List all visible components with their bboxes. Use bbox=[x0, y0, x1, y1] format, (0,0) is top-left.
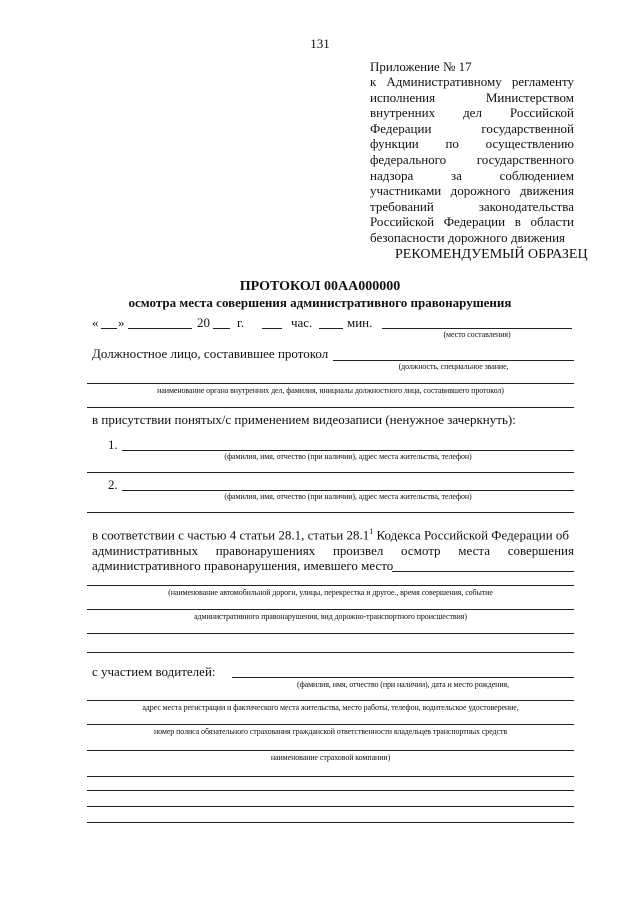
inspection-line-1-end: Кодекса Российской Федерации об bbox=[373, 527, 570, 543]
witness-2-extra-field[interactable] bbox=[87, 512, 574, 513]
drivers-caption-3: номер полиса обязательного страхования гражданской ответственности владельцев транспортных средств bbox=[153, 727, 508, 736]
drivers-extra-field-4[interactable] bbox=[87, 822, 574, 823]
drivers-caption-1: (фамилия, имя, отчество (при наличии), дата и место рождения, bbox=[297, 680, 509, 689]
appendix-line bbox=[370, 152, 574, 168]
appendix-word: участниками bbox=[370, 183, 442, 199]
appendix-word: осуществлению bbox=[485, 136, 574, 152]
inspection-caption-1: (наименование автомобильной дороги, улицы, перекрестка и другое., время совершения, событие bbox=[168, 588, 493, 597]
official-position-field[interactable] bbox=[333, 360, 574, 361]
drivers-label: с участием водителей: bbox=[92, 664, 216, 679]
event-details-field-1[interactable] bbox=[87, 585, 574, 586]
appendix-word: к bbox=[370, 74, 377, 89]
drivers-company-field[interactable] bbox=[87, 750, 574, 751]
protocol-subtitle: осмотра места совершения административного правонарушения bbox=[128, 295, 512, 310]
appendix-word: безопасности дорожного движения bbox=[370, 230, 566, 245]
witness-2-field[interactable] bbox=[122, 490, 574, 491]
appendix-word: государственной bbox=[481, 120, 574, 136]
drivers-caption-4: наименование страховой компании) bbox=[270, 753, 391, 762]
appendix-line bbox=[370, 199, 574, 215]
sample-label: РЕКОМЕНДУЕМЫЙ ОБРАЗЕЦ bbox=[395, 247, 588, 262]
witness-1-extra-field[interactable] bbox=[87, 472, 574, 473]
year-suffix: г. bbox=[237, 315, 245, 330]
inspection-word: места bbox=[458, 543, 490, 558]
appendix-word: области bbox=[530, 214, 574, 230]
inspection-line-2 bbox=[92, 543, 574, 559]
appendix-word: требований bbox=[370, 198, 434, 214]
minutes-field[interactable] bbox=[319, 328, 343, 329]
quote-close: » bbox=[118, 315, 125, 330]
appendix-word: по bbox=[445, 136, 459, 152]
appendix-line bbox=[370, 121, 574, 137]
inspection-line-3: административного правонарушения, имевшего место bbox=[92, 558, 394, 573]
month-field[interactable] bbox=[128, 328, 192, 329]
official-details-field[interactable] bbox=[87, 383, 574, 384]
appendix-word: Административному bbox=[386, 74, 502, 89]
event-details-field-3[interactable] bbox=[87, 633, 574, 634]
witness-2-number: 2. bbox=[108, 477, 118, 492]
appendix-line bbox=[370, 90, 574, 106]
inspection-word: произвел bbox=[332, 543, 384, 558]
appendix-word: федерального bbox=[370, 152, 447, 167]
event-details-field-4[interactable] bbox=[87, 652, 574, 653]
appendix-word: исполнения bbox=[370, 89, 436, 105]
day-field[interactable] bbox=[101, 328, 117, 329]
drivers-insurance-field[interactable] bbox=[87, 724, 574, 725]
drivers-extra-field-3[interactable] bbox=[87, 806, 574, 807]
place-of-event-field[interactable] bbox=[392, 571, 574, 572]
witness-2-caption: (фамилия, имя, отчество (при наличии), адрес места жительства, телефон) bbox=[224, 492, 472, 501]
drivers-address-field[interactable] bbox=[87, 700, 574, 701]
appendix-word: соблюдением bbox=[499, 167, 574, 183]
appendix-word: государственного bbox=[476, 152, 574, 167]
appendix-word: за bbox=[451, 167, 462, 183]
appendix-word: движения bbox=[519, 183, 574, 199]
inspection-word: осмотр bbox=[401, 543, 441, 558]
inspection-word: правонарушениях bbox=[215, 543, 316, 558]
appendix-title: Приложение № 17 bbox=[370, 59, 472, 74]
witness-1-number: 1. bbox=[108, 437, 118, 452]
page-number: 131 bbox=[310, 36, 330, 51]
hours-field[interactable] bbox=[262, 328, 282, 329]
minutes-label: мин. bbox=[347, 315, 373, 330]
official-caption-2: наименование органа внутренних дел, фамилия, инициалы должностного лица, составившего протокол) bbox=[157, 386, 504, 395]
quote-open: « bbox=[92, 315, 99, 330]
inspection-word: административных bbox=[92, 543, 198, 558]
official-label: Должностное лицо, составившее протокол bbox=[92, 346, 329, 361]
appendix-line bbox=[370, 168, 574, 184]
year-field[interactable] bbox=[213, 328, 230, 329]
inspection-line-1 bbox=[92, 527, 569, 543]
appendix-word: регламенту bbox=[511, 74, 574, 89]
appendix-line bbox=[370, 230, 574, 246]
year-prefix: 20 bbox=[197, 315, 210, 330]
appendix-line bbox=[370, 136, 574, 152]
appendix-word: надзора bbox=[370, 167, 414, 183]
witness-1-field[interactable] bbox=[122, 450, 574, 451]
appendix-line bbox=[370, 74, 574, 90]
appendix-word: Российской bbox=[509, 105, 574, 121]
official-extra-field[interactable] bbox=[87, 407, 574, 408]
appendix-word: функции bbox=[370, 136, 419, 152]
appendix-word: законодательства bbox=[478, 198, 574, 214]
inspection-caption-2: административного правонарушения, вид дорожно-транспортного происшествия) bbox=[194, 612, 467, 621]
protocol-title: ПРОТОКОЛ 00АА000000 bbox=[239, 279, 401, 294]
inspection-word: совершения bbox=[507, 543, 574, 558]
place-field[interactable] bbox=[382, 328, 572, 329]
event-details-field-2[interactable] bbox=[87, 609, 574, 610]
appendix-word: дорожного bbox=[450, 183, 511, 199]
appendix-line bbox=[370, 183, 574, 199]
appendix-word: внутренних bbox=[370, 105, 436, 121]
drivers-extra-field-1[interactable] bbox=[87, 776, 574, 777]
appendix-word: Российской bbox=[370, 214, 435, 230]
appendix-word: Министерством bbox=[485, 89, 574, 105]
appendix-line bbox=[370, 214, 574, 230]
appendix-line bbox=[370, 105, 574, 121]
appendix-word: Федерации bbox=[443, 214, 506, 230]
hours-label: час. bbox=[291, 315, 313, 330]
witnesses-heading: в присутствии понятых/с применением видеозаписи (ненужное зачеркнуть): bbox=[92, 412, 516, 427]
witness-1-caption: (фамилия, имя, отчество (при наличии), адрес места жительства, телефон) bbox=[224, 452, 472, 461]
drivers-caption-2: адрес места регистрации и фактического места жительства, место работы, телефон, водительское удостоверение, bbox=[142, 703, 519, 712]
inspection-line-1-start: в соответствии с частью 4 статьи 28.1, статьи 28.1 bbox=[92, 527, 370, 543]
appendix-word: Федерации bbox=[370, 120, 432, 136]
place-caption: (место составления) bbox=[443, 330, 511, 339]
drivers-extra-field-2[interactable] bbox=[87, 790, 574, 791]
drivers-field[interactable] bbox=[232, 677, 574, 678]
inspection-line-1-sup: 1 bbox=[369, 527, 374, 536]
official-caption-1: (должность, специальное звание, bbox=[398, 362, 509, 371]
appendix-word: дел bbox=[463, 105, 482, 121]
appendix-word: в bbox=[514, 214, 521, 230]
